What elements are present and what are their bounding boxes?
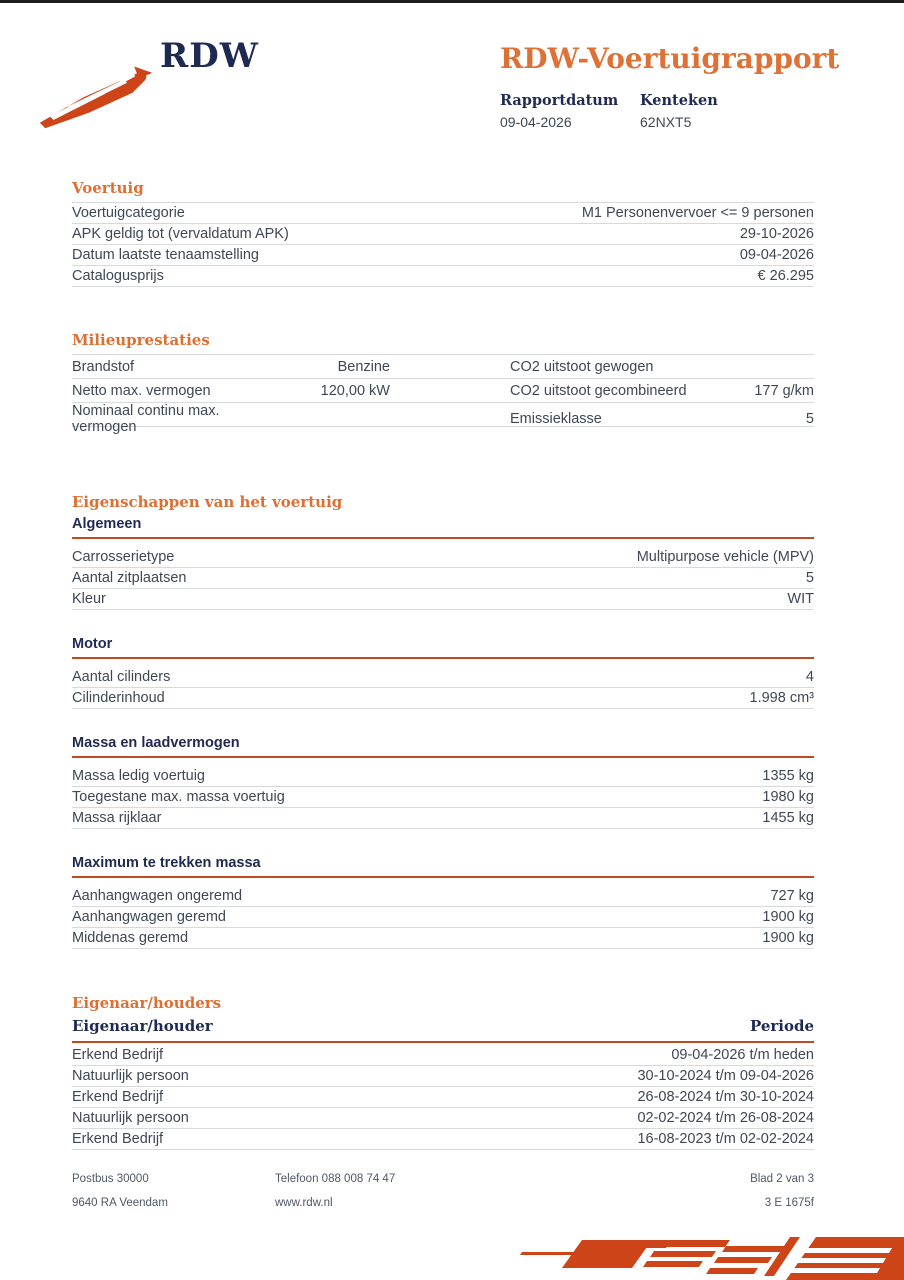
- page-footer: [72, 1167, 814, 1215]
- field-value: 1980 kg: [762, 789, 814, 805]
- field-label: Catalogusprijs: [72, 268, 164, 284]
- owner-period: 16-08-2023 t/m 02-02-2024: [637, 1131, 814, 1147]
- field-row: [72, 203, 814, 224]
- field-label: Carrosserietype: [72, 549, 175, 565]
- field-label: Massa ledig voertuig: [72, 768, 205, 784]
- field-row: [72, 886, 814, 907]
- field-row: [72, 379, 814, 403]
- owner-row: [72, 1129, 814, 1150]
- owner-period: 26-08-2024 t/m 30-10-2024: [637, 1089, 814, 1105]
- field-label: CO2 uitstoot gewogen: [510, 358, 654, 375]
- footer-contact: [275, 1167, 750, 1215]
- rdw-logo-text: RDW: [160, 36, 259, 76]
- license-plate-label: Kenteken: [640, 92, 718, 109]
- field-value: 29-10-2026: [739, 226, 814, 242]
- footer-phone: Telefoon 088 008 74 47: [275, 1173, 396, 1185]
- report-date-label: Rapportdatum: [500, 92, 619, 109]
- field-label: Middenas geremd: [72, 930, 189, 946]
- field-row: [72, 245, 814, 266]
- section-milieuprestaties: [72, 331, 814, 435]
- subsection-title-algemeen: Algemeen: [72, 516, 814, 539]
- subsection-trekken: [72, 855, 814, 949]
- field-label: Datum laatste tenaamstelling: [72, 247, 259, 263]
- field-value: 5: [805, 570, 814, 586]
- field-row: [72, 907, 814, 928]
- report-body: [72, 181, 814, 1150]
- field-value: 177 g/km: [754, 382, 814, 399]
- field-value: M1 Personenvervoer <= 9 personen: [581, 205, 814, 221]
- field-label: Aanhangwagen geremd: [72, 909, 226, 925]
- subsection-title-motor: Motor: [72, 636, 814, 659]
- license-plate-block: [640, 92, 718, 130]
- field-label: Aanhangwagen ongeremd: [72, 888, 243, 904]
- page-title: RDW-Voertuigrapport: [500, 42, 840, 75]
- field-label: Emissieklasse: [510, 411, 602, 427]
- field-value: Multipurpose vehicle (MPV): [636, 549, 814, 565]
- subsection-title-trekken: Maximum te trekken massa: [72, 855, 814, 878]
- footer-pageinfo: [750, 1167, 814, 1215]
- field-label: APK geldig tot (vervaldatum APK): [72, 226, 289, 242]
- section-voertuig: [72, 181, 814, 287]
- column-header-period: Periode: [749, 1017, 814, 1035]
- owner-type: Natuurlijk persoon: [72, 1110, 189, 1126]
- field-row: [72, 787, 814, 808]
- subsection-algemeen: [72, 516, 814, 610]
- report-date-block: [500, 92, 640, 130]
- section-title-voertuig: Voertuig: [72, 179, 144, 197]
- report-meta: [500, 92, 840, 130]
- owner-period: 30-10-2024 t/m 09-04-2026: [637, 1068, 814, 1084]
- section-title-eigenschappen: Eigenschappen van het voertuig: [72, 493, 343, 511]
- footer-address: [72, 1167, 275, 1215]
- section-eigenaar-houders: [72, 996, 814, 1150]
- footer-postbus: Postbus 30000: [72, 1173, 149, 1185]
- field-label: Aantal zitplaatsen: [72, 570, 187, 586]
- field-row: [72, 224, 814, 245]
- owner-row: [72, 1087, 814, 1108]
- field-label: Cilinderinhoud: [72, 690, 165, 706]
- owner-type: Erkend Bedrijf: [72, 1089, 164, 1105]
- field-row: [72, 355, 814, 379]
- field-row: [72, 808, 814, 829]
- field-value: 1900 kg: [762, 930, 814, 946]
- page-top-border: [0, 0, 904, 3]
- field-value: 727 kg: [770, 888, 814, 904]
- owner-period: 09-04-2026 t/m heden: [671, 1047, 814, 1063]
- field-row: [72, 688, 814, 709]
- field-label: Nominaal continu max. vermogen: [72, 403, 220, 435]
- subsection-massa: [72, 735, 814, 829]
- field-value: 1355 kg: [762, 768, 814, 784]
- field-value: 4: [805, 669, 814, 685]
- license-plate-value: 62NXT5: [640, 114, 692, 130]
- field-value: 5: [805, 411, 814, 427]
- footer-website: www.rdw.nl: [275, 1197, 333, 1209]
- field-row: [72, 403, 814, 435]
- field-row: [72, 266, 814, 287]
- field-value: Benzine: [337, 358, 390, 375]
- field-row: [72, 667, 814, 688]
- report-header: [500, 42, 840, 130]
- section-title-eigenaar: Eigenaar/houders: [72, 994, 222, 1012]
- field-label: Massa rijklaar: [72, 810, 162, 826]
- field-row: [72, 766, 814, 787]
- owner-type: Natuurlijk persoon: [72, 1068, 189, 1084]
- field-label: Brandstof: [72, 358, 135, 375]
- field-row: [72, 568, 814, 589]
- owner-row: [72, 1045, 814, 1066]
- section-title-milieuprestaties: Milieuprestaties: [72, 331, 210, 349]
- field-value: 1900 kg: [762, 909, 814, 925]
- field-value: 1.998 cm³: [749, 690, 814, 706]
- field-row: [72, 589, 814, 610]
- subsection-motor: [72, 636, 814, 709]
- footer-city: 9640 RA Veendam: [72, 1197, 168, 1209]
- field-label: Kleur: [72, 591, 106, 607]
- owner-row: [72, 1066, 814, 1087]
- field-value: 09-04-2026: [739, 247, 814, 263]
- field-label: Voertuigcategorie: [72, 205, 185, 221]
- field-value: 1455 kg: [762, 810, 814, 826]
- field-label: CO2 uitstoot gecombineerd: [510, 382, 687, 399]
- column-header-owner: Eigenaar/houder: [72, 1017, 213, 1035]
- owners-table-header: [72, 1017, 814, 1043]
- rdw-logo-icon: [38, 50, 156, 137]
- field-label: Netto max. vermogen: [72, 382, 211, 399]
- owner-type: Erkend Bedrijf: [72, 1131, 164, 1147]
- field-row: [72, 547, 814, 568]
- owner-type: Erkend Bedrijf: [72, 1047, 164, 1063]
- subsection-title-massa: Massa en laadvermogen: [72, 735, 814, 758]
- field-label: Aantal cilinders: [72, 669, 171, 685]
- field-row: [72, 928, 814, 949]
- owner-row: [72, 1108, 814, 1129]
- field-value: € 26.295: [757, 268, 814, 284]
- field-value: WIT: [787, 591, 814, 607]
- footer-page-indicator: Blad 2 van 3: [750, 1173, 814, 1185]
- footer-speed-stripes-icon: [504, 1232, 904, 1280]
- footer-doc-code: 3 E 1675f: [764, 1197, 814, 1209]
- field-value: 120,00 kW: [320, 382, 390, 399]
- owner-period: 02-02-2024 t/m 26-08-2024: [637, 1110, 814, 1126]
- report-date-value: 09-04-2026: [500, 114, 572, 130]
- section-eigenschappen: [72, 495, 814, 949]
- field-label: Toegestane max. massa voertuig: [72, 789, 285, 805]
